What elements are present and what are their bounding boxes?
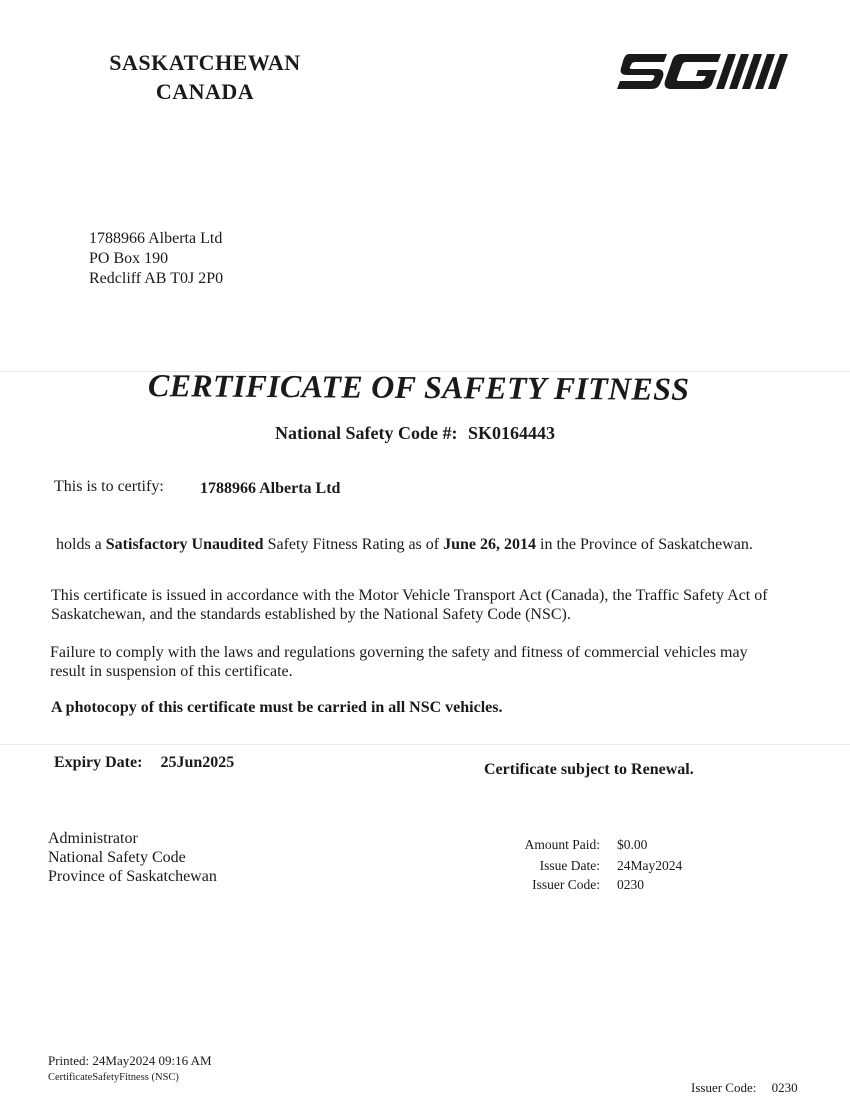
expiry-line	[54, 753, 234, 772]
issuer-code-label: Issuer Code:	[532, 877, 600, 892]
signature-line-3: Province of Saskatchewan	[48, 868, 217, 885]
rating-middle: Safety Fitness Rating as of	[267, 536, 440, 553]
certify-name: 1788966 Alberta Ltd	[200, 480, 341, 497]
issued-line-2: Saskatchewan, and the standards established by the National Safety Code (NSC).	[51, 606, 571, 623]
rating-statement	[56, 535, 753, 554]
recipient-name: 1788966 Alberta Ltd	[89, 230, 223, 247]
issue-date-label: Issue Date:	[539, 858, 600, 873]
signature-line-2: National Safety Code	[48, 849, 186, 866]
certificate-title: CERTIFICATE OF SAFETY FITNESS	[147, 367, 690, 407]
recipient-address	[89, 229, 223, 289]
scan-divider-bottom	[0, 744, 850, 745]
issued-paragraph	[51, 586, 768, 624]
region-header	[95, 48, 315, 106]
issuer-code-value: 0230	[617, 877, 644, 892]
nsc-number: SK0164443	[468, 423, 556, 443]
certify-label: This is to certify:	[54, 478, 164, 495]
failure-paragraph	[50, 643, 748, 681]
rating-suffix: in the Province of Saskatchewan.	[540, 536, 753, 553]
recipient-city: Redcliff AB T0J 2P0	[89, 270, 224, 287]
failure-line-2: result in suspension of this certificate.	[50, 663, 293, 680]
recipient-po-box: PO Box 190	[89, 250, 169, 267]
renewal-notice: Certificate subject to Renewal.	[484, 761, 694, 778]
photocopy-notice: A photocopy of this certificate must be carried in all NSC vehicles.	[51, 699, 503, 716]
sgi-logo-icon	[615, 50, 790, 92]
region-line-2: CANADA	[155, 79, 255, 104]
rating-value: Satisfactory Unaudited	[105, 536, 264, 553]
nsc-number-line	[275, 423, 555, 444]
rating-prefix: holds a	[56, 536, 102, 553]
region-line-1: SASKATCHEWAN	[109, 50, 301, 75]
amount-paid-label: Amount Paid:	[524, 837, 600, 852]
signature-block	[48, 829, 217, 886]
issue-date-value: 24May2024	[617, 858, 683, 873]
footer-issuer-label: Issuer Code:	[691, 1080, 757, 1095]
footer-issuer-code	[691, 1080, 798, 1096]
nsc-label: National Safety Code #:	[275, 423, 458, 443]
form-name: CertificateSafetyFitness (NSC)	[48, 1072, 179, 1083]
expiry-label: Expiry Date:	[54, 754, 143, 771]
signature-line-1: Administrator	[48, 830, 138, 847]
expiry-value: 25Jun2025	[160, 754, 235, 771]
failure-line-1: Failure to comply with the laws and regulations governing the safety and fitness of commercial vehicles may	[50, 644, 748, 661]
footer-issuer-value: 0230	[771, 1080, 798, 1095]
printed-timestamp: Printed: 24May2024 09:16 AM	[48, 1053, 212, 1068]
issued-line-1: This certificate is issued in accordance with the Motor Vehicle Transport Act (Canada), the Traffic Safety Act of	[51, 587, 768, 604]
amount-paid-value: $0.00	[617, 837, 648, 852]
rating-date: June 26, 2014	[443, 536, 537, 553]
